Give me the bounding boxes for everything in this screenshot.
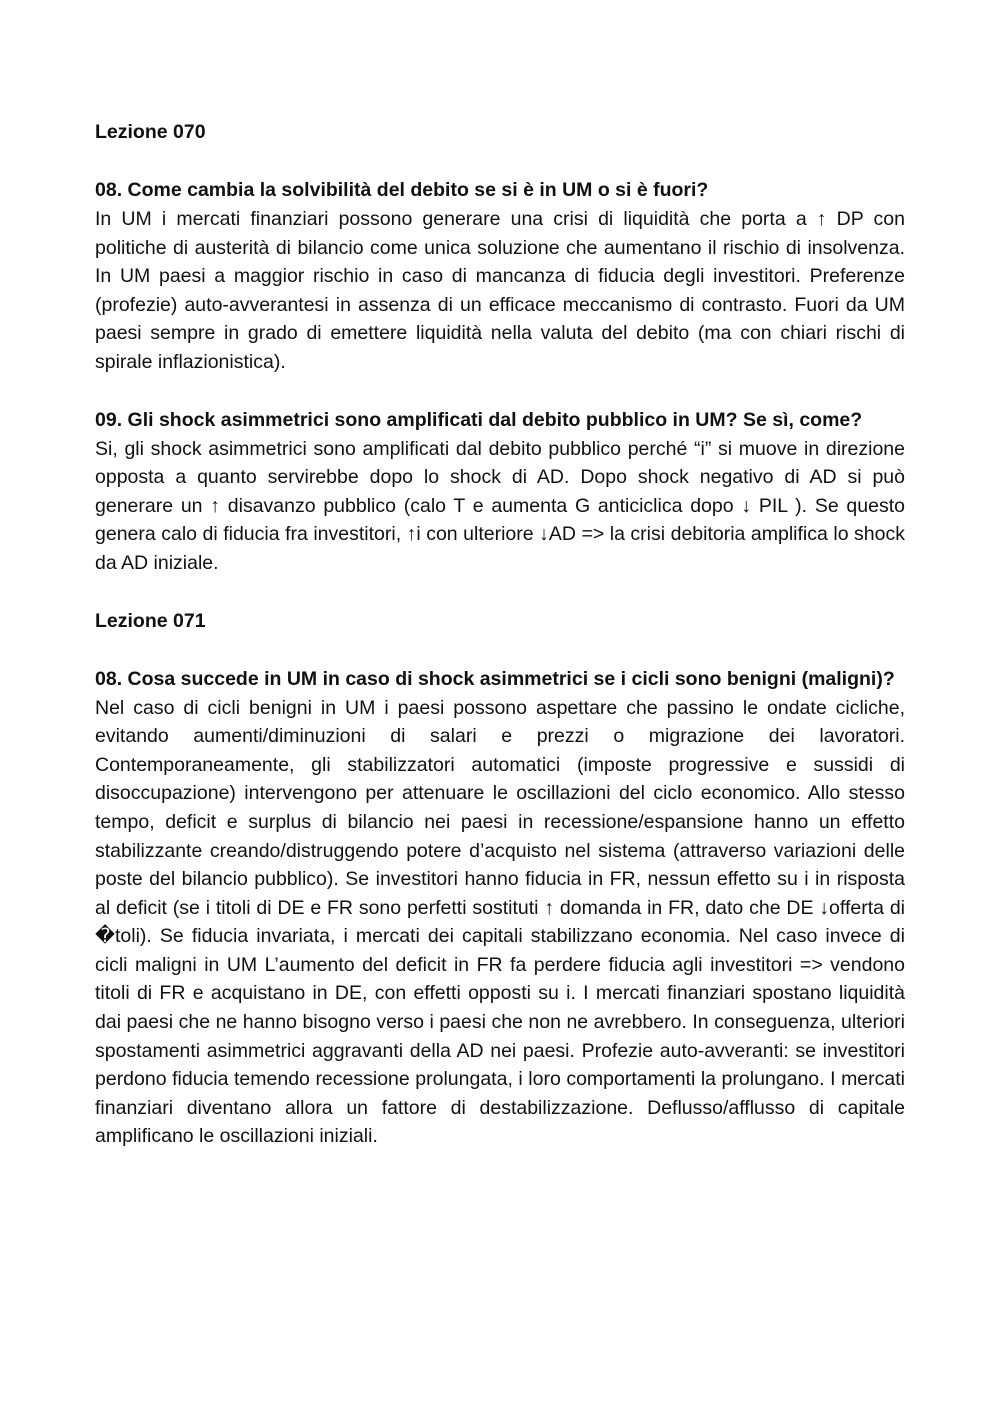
question-heading: 08. Come cambia la solvibilità del debito se si è in UM o si è fuori? bbox=[95, 179, 709, 201]
lesson-title: Lezione 071 bbox=[95, 609, 206, 632]
qa-item bbox=[95, 406, 905, 578]
question-heading: 08. Cosa succede in UM in caso di shock asimmetrici se i cicli sono benigni (maligni)? bbox=[95, 667, 895, 690]
qa-item bbox=[95, 665, 905, 1152]
question-heading: 09. Gli shock asimmetrici sono amplificati dal debito pubblico in UM? Se sì, come? bbox=[95, 408, 863, 431]
section-lezione-071 bbox=[95, 607, 905, 1152]
answer-text: Si, gli shock asimmetrici sono amplificati dal debito pubblico perché “i” si muove in direzione opposta a quanto servirebbe dopo lo shock di AD. Dopo shock negativo di AD si può generare un ↑ disavanzo pubblico (calo T e aumenta G anticiclica dopo ↓ PIL ). Se questo genera calo di fiducia fra investitori, ↑i con ulteriore ↓AD => la crisi debitoria amplifica lo shock da AD iniziale. bbox=[95, 437, 905, 574]
answer-text: In UM i mercati finanziari possono generare una crisi di liquidità che porta a ↑ DP con politiche di austerità di bilancio come unica soluzione che aumentano il rischio di insolvenza. In UM paesi a maggior rischio in caso di mancanza di fiducia degli investitori. Preferenze (profezie) auto-avverantesi in assenza di un efficace meccanismo di contrasto. Fuori da UM paesi sempre in grado di emettere liquidità nella valuta del debito (ma con chiari rischi di spirale inflazionistica). bbox=[95, 208, 905, 373]
section-lezione-070 bbox=[95, 118, 905, 578]
lesson-title: Lezione 070 bbox=[95, 121, 206, 143]
qa-item bbox=[95, 176, 905, 377]
answer-text: Nel caso di cicli benigni in UM i paesi possono aspettare che passino le ondate cicliche, evitando aumenti/diminuzioni di salari e prezzi o migrazione dei lavoratori. Contemporaneamente, gli stabilizzatori automatici (imposte progressive e sussidi di disoccupazione) intervengono per attenuare le oscillazioni del ciclo economico. Allo stesso tempo, deficit e surplus di bilancio nei paesi in recessione/espansione hanno un effetto stabilizzante creando/distruggendo potere d’acquisto nel sistema (attraverso variazioni delle poste del bilancio pubblico). Se investitori hanno fiducia in FR, nessun effetto su i in risposta al deficit (se i titoli di DE e FR sono perfetti sostituti ↑ domanda in FR, dato che DE ↓offerta di �toli). Se fiducia invariata, i mercati dei capitali stabilizzano economia. Nel caso invece di cicli maligni in UM L’aumento del deficit in FR fa perdere fiducia agli investitori => vendono titoli di FR e acquistano in DE, con effetti opposti su i. I mercati finanziari spostano liquidità dai paesi che ne hanno bisogno verso i paesi che non ne avrebbero. In conseguenza, ulteriori spostamenti asimmetrici aggravanti della AD nei paesi. Profezie auto-avveranti: se investitori perdono fiducia temendo recessione prolungata, i loro comportamenti la prolungano. I mercati finanziari diventano allora un fattore di destabilizzazione. Deflusso/afflusso di capitale amplificano le oscillazioni iniziali. bbox=[95, 696, 905, 1148]
